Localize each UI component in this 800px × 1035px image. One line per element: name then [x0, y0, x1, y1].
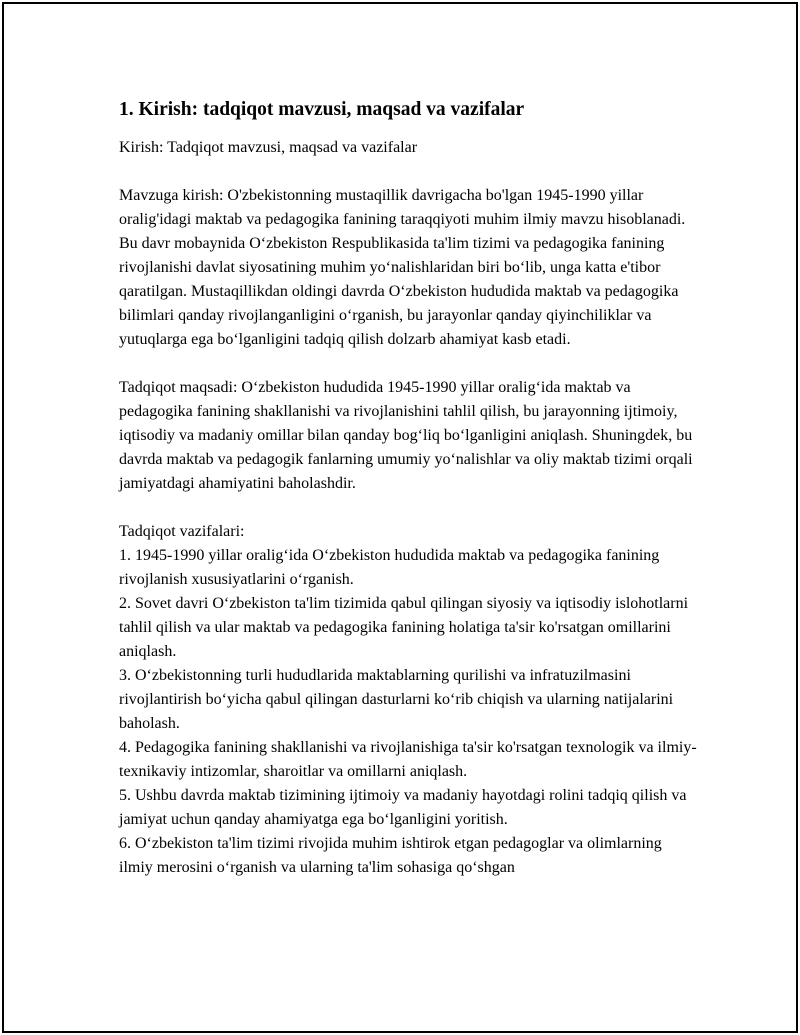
task-item: 3. O‘zbekistonning turli hududlarida maktablarning qurilishi va infratuzilmasini rivojlantirish bo‘yicha qabul qilingan dasturlarni ko‘rib chiqish va ularning natijalarini baholash.	[119, 667, 674, 732]
task-item: 4. Pedagogika fanining shakllanishi va rivojlanishiga ta'sir ko'rsatgan texnologik va ilmiy-texnikaviy intizomlar, sharoitlar va omillarni aniqlash.	[119, 739, 697, 780]
intro-paragraph: Mavzuga kirish: O'zbekistonning mustaqillik davrigacha bo'lgan 1945-1990 yillar oralig'idagi maktab va pedagogika fanining taraqqiyoti muhim ilmiy mavzu hisoblanadi. Bu davr mobaynida O‘zbekiston Respublikasida ta'lim tizimi va pedagogika fanining rivojlanishi davlat siyosatining muhim yo‘nalishlaridan biri bo‘lib, unga katta e'tibor qaratilgan. Mustaqillikdan oldingi davrda O‘zbekiston hududida maktab va pedagogika bilimlari qanday rivojlanganligini o‘rganish, bu jarayonlar qanday qiyinchiliklar va yutuqlarga ega bo‘lganligini tadqiq qilish dolzarb ahamiyat kasb etadi.	[119, 187, 686, 348]
goal-paragraph: Tadqiqot maqsadi: O‘zbekiston hududida 1945-1990 yillar oralig‘ida maktab va pedagogika fanining shakllanishi va rivojlanishini tahlil qilish, bu jarayonning ijtimoiy, iqtisodiy va madaniy omillar bilan qanday bog‘liq bo‘lganligini aniqlash. Shuningdek, bu davrda maktab va pedagogik fanlarning umumiy yo‘nalishlar va oliy maktab tizimi orqali jamiyatdagi ahamiyatini baholashdir.	[119, 379, 693, 492]
task-item: 6. O‘zbekiston ta'lim tizimi rivojida muhim ishtirok etgan pedagoglar va olimlarning ilmiy merosini o‘rganish va ularning ta'lim sohasiga qo‘shgan	[119, 835, 662, 876]
document-page	[2, 2, 798, 1033]
task-item: 1. 1945-1990 yillar oralig‘ida O‘zbekiston hududida maktab va pedagogika fanining rivojlanish xususiyatlarini o‘rganish.	[119, 547, 660, 588]
document-body	[119, 96, 699, 880]
task-item: 5. Ushbu davrda maktab tizimining ijtimoiy va madaniy hayotdagi rolini tadqiq qilish va jamiyat uchun qanday ahamiyatga ega bo‘lganligini yoritish.	[119, 787, 687, 828]
section-subtitle: Kirish: Tadqiqot mavzusi, maqsad va vazifalar	[119, 139, 418, 156]
section-heading: 1. Kirish: tadqiqot mavzusi, maqsad va vazifalar	[119, 99, 525, 120]
task-item: 2. Sovet davri O‘zbekiston ta'lim tizimida qabul qilingan siyosiy va iqtisodiy islohotlarni tahlil qilish va ular maktab va pedagogika fanining holatiga ta'sir ko'rsatgan omillarini aniqlash.	[119, 595, 689, 660]
tasks-list	[119, 544, 699, 880]
tasks-heading: Tadqiqot vazifalari:	[119, 523, 245, 540]
